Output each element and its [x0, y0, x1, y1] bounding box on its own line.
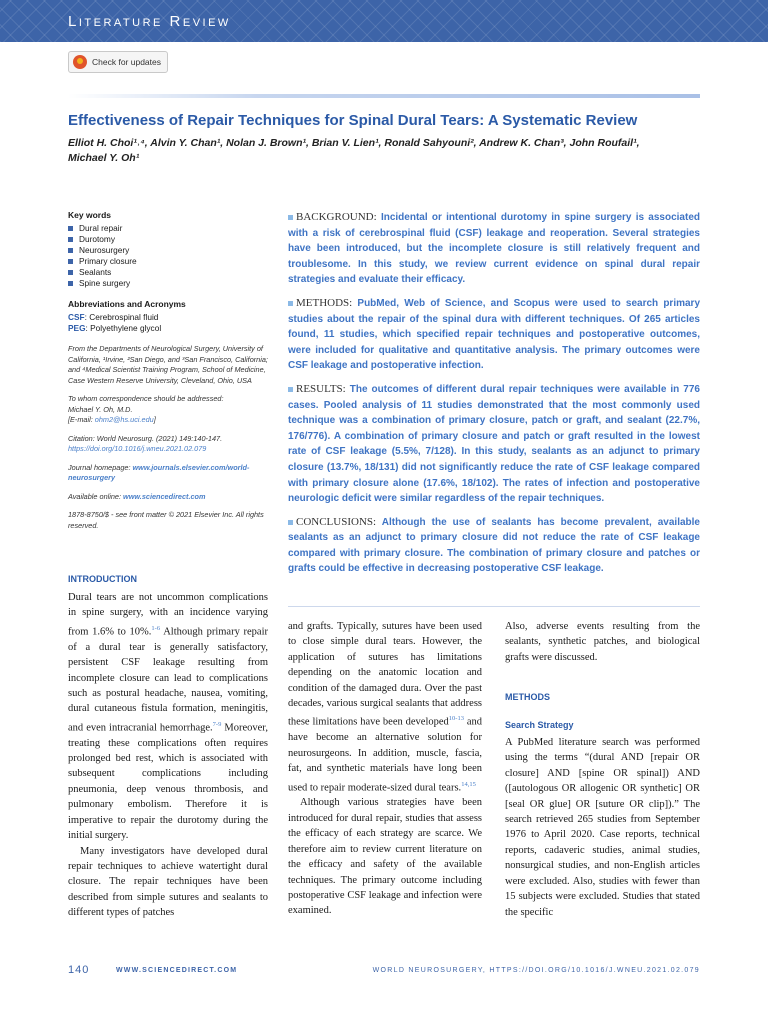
bullet-square-icon: [68, 270, 73, 275]
abstract-results: RESULTS: The outcomes of different dural repair techniques were available in 776 cases. Pooled analysis of 11 studies demonstrated that the most commonly used technique was a combination of primary closure, patch or graft, and sealant (22.7%, 176/776). A combination of primary closure and patch or graft resulted in the lowest rate of CSF leakage (5.5%, 7/128). In this study, sealants as an adjunct to primary closure (13.7%, 18/131) did not significantly reduce the rate of CSF leakage compared with primary closure alone (17.6%, 18/102). The rates of infection and postoperative neurologic deficit were similar regardless of the repair techniques.: [288, 382, 700, 505]
banner-title: Literature Review: [68, 13, 231, 30]
search-strategy-heading: Search Strategy: [505, 719, 574, 730]
email-link[interactable]: ohm2@hs.uci.edu: [94, 415, 154, 424]
introduction-heading: INTRODUCTION: [68, 574, 137, 584]
bullet-square-icon: [68, 248, 73, 253]
keyword-item: Primary closure: [68, 256, 268, 267]
body-column-1: [68, 590, 268, 921]
methods-heading: METHODS: [505, 692, 550, 703]
affiliations: From the Departments of Neurological Surgery, University of California, ¹Irvine, ²San Diego, and ³San Francisco, California; and ⁴Medical Scientist Training Program, School of Medicine, Case Western Reserve University, Cleveland, Ohio, USA: [68, 344, 268, 385]
body-column-3: [505, 619, 700, 920]
bullet-square-icon: [288, 301, 293, 306]
paragraph: Also, adverse events resulting from the sealants, synthetic patches, and biological grafts were discussed.: [505, 621, 700, 663]
title-rule: [68, 94, 700, 98]
author-list: [68, 136, 708, 166]
authors-line-1: Elliot H. Choi¹˒⁴, Alvin Y. Chan¹, Nolan J. Brown¹, Brian V. Lien¹, Ronald Sahyouni², Andrew K. Chan³, John Roufail¹,: [68, 137, 640, 149]
bullet-square-icon: [288, 215, 293, 220]
body-column-2: [288, 619, 482, 919]
article-title: Effectiveness of Repair Techniques for Spinal Dural Tears: A Systematic Review: [68, 112, 638, 129]
abstract-methods: METHODS: PubMed, Web of Science, and Scopus were used to search primary studies about the repair of the spinal dura with different techniques. Of 265 articles found, 11 studies, which specified repair techniques and postoperative outcomes, were included for qualitative and quantitative analysis. The primary outcomes were CSF leakage and postoperative infection.: [288, 296, 701, 372]
paragraph: A PubMed literature search was performed using the terms “(dural AND [repair OR closure] AND [spine OR spinal]) AND ([autologous OR allogenic OR synthetic] OR [seal OR glue] OR [suture OR clip]).” The search retrieved 265 studies from September 1976 to April 2020. Case reports, technical reports, cadaveric studies, animal studies, nonsurgical studies, and non-English articles were excluded. Also, studies with fewer than 15 subjects were excluded. Studies that stated the specific: [505, 737, 700, 918]
journal-homepage: Journal homepage: www.journals.elsevier.com/world-neurosurgery: [68, 462, 250, 482]
abstract-divider: [288, 606, 700, 607]
homepage-link[interactable]: www.journals.elsevier.com/world-neurosurgery: [68, 462, 250, 482]
citation-ref[interactable]: 10-13: [448, 715, 464, 723]
keyword-item: Spine surgery: [68, 278, 268, 289]
paragraph: Many investigators have developed dural repair techniques to achieve watertight dural closure. The repair techniques have been described from simple sutures and sealants to different types of patches: [68, 845, 268, 919]
citation-ref[interactable]: 1-6: [151, 624, 161, 632]
abbreviations-heading: Abbreviations and Acronyms: [68, 299, 186, 309]
keyword-item: Dural repair: [68, 223, 268, 234]
keyword-item: Sealants: [68, 267, 268, 278]
correspondence: To whom correspondence should be addressed: Michael Y. Oh, M.D. [E-mail: ohm2@hs.uci.edu]: [68, 394, 224, 424]
keywords-heading: Key words: [68, 210, 111, 220]
article-sidebar: [68, 210, 268, 535]
abbreviation-item: CSF: Cerebrospinal fluid: [68, 312, 159, 322]
citation-ref[interactable]: 14,15: [461, 780, 476, 788]
sciencedirect-link[interactable]: www.sciencedirect.com: [123, 491, 206, 501]
citation: Citation: World Neurosurg. (2021) 149:140-147. https://doi.org/10.1016/j.wneu.2021.02.079: [68, 433, 223, 453]
keyword-list: [68, 223, 268, 289]
check-for-updates-button[interactable]: [68, 51, 168, 73]
copyright: 1878-8750/$ - see front matter © 2021 Elsevier Inc. All rights reserved.: [68, 510, 264, 530]
page-number: 140: [68, 964, 90, 976]
paragraph: Dural tears are not uncommon complications in spine surgery, with an incidence varying from 1.6% to 10%.$^{1-6}$ Although primary repair of a dural tear is generally satisfactory, persistent CSF leakage resulting from incomplete closure can lead to complications such as postural headache, nausea, vomiting, dural cutaneous fistula formation, meningitis, and even intracranial hemorrhage.$^{7-9}$ Moreover, treating these complications often requires prolonged bed rest, which is associated with subsequent complications including pneumonia, deep venous thrombosis, and pulmonary embolism. Therefore it is imperative to repair the durotomy during the initial surgery.: [68, 592, 268, 842]
crossmark-icon: [73, 55, 87, 69]
doi-link[interactable]: https://doi.org/10.1016/j.wneu.2021.02.079: [68, 444, 207, 453]
keyword-item: Durotomy: [68, 234, 268, 245]
paragraph: Although various strategies have been introduced for dural repair, studies that assess the efficacy of each strategy are scarce. We therefore aim to review current literature on the efficacy and safety of the available techniques. The primary outcome including postoperative CSF leakage and infection were examined.: [288, 797, 482, 917]
abstract-background: BACKGROUND: Incidental or intentional durotomy in spine surgery is associated with a risk of cerebrospinal fluid (CSF) leakage and reoperation. Several strategies have been introduced, but the incomplete closure is still relatively frequent and troublesome. In this study, we review current evidence on spinal dural repair strategies and evaluate their efficacy.: [288, 211, 700, 286]
abbreviation-item: PEG: Polyethylene glycol: [68, 323, 162, 333]
abbreviation-list: [68, 312, 268, 334]
available-online: Available online: www.sciencedirect.com: [68, 491, 206, 501]
keyword-item: Neurosurgery: [68, 245, 268, 256]
authors-line-2: Michael Y. Oh¹: [68, 152, 140, 164]
abstract: [288, 210, 700, 585]
bullet-square-icon: [68, 226, 73, 231]
bullet-square-icon: [68, 281, 73, 286]
bullet-square-icon: [68, 237, 73, 242]
bullet-square-icon: [288, 520, 293, 525]
abstract-conclusions: CONCLUSIONS: Although the use of sealants has become prevalent, available sealants as an adjunct to primary closure did not reduce the rate of CSF leakage compared with primary closure. The combination of primary closure and patches or grafts could be effective in decreasing postoperative CSF leakage.: [288, 515, 700, 575]
footer-site-link[interactable]: WWW.SCIENCEDIRECT.COM: [116, 967, 238, 974]
footer-journal: WORLD NEUROSURGERY, HTTPS://DOI.ORG/10.1016/J.WNEU.2021.02.079: [372, 967, 700, 974]
check-for-updates-label: Check for updates: [92, 57, 161, 67]
citation-ref[interactable]: 7-9: [212, 720, 222, 728]
bullet-square-icon: [68, 259, 73, 264]
paragraph: and grafts. Typically, sutures have been used to close simple dural tears. However, the application of sutures has limitations depending on the anatomic location and condition of the damaged dura. Over the past decades, various surgical sealants that address these limitations have been developed$^{10-13}$ and have become an alternative solution for neurosurgeons. In addition, muscle, fascia, fat, and synthetic materials have long been used to repair moderate-sized dural tears.$^{14,15}$: [288, 621, 482, 794]
section-banner: [0, 0, 768, 42]
bullet-square-icon: [288, 387, 293, 392]
